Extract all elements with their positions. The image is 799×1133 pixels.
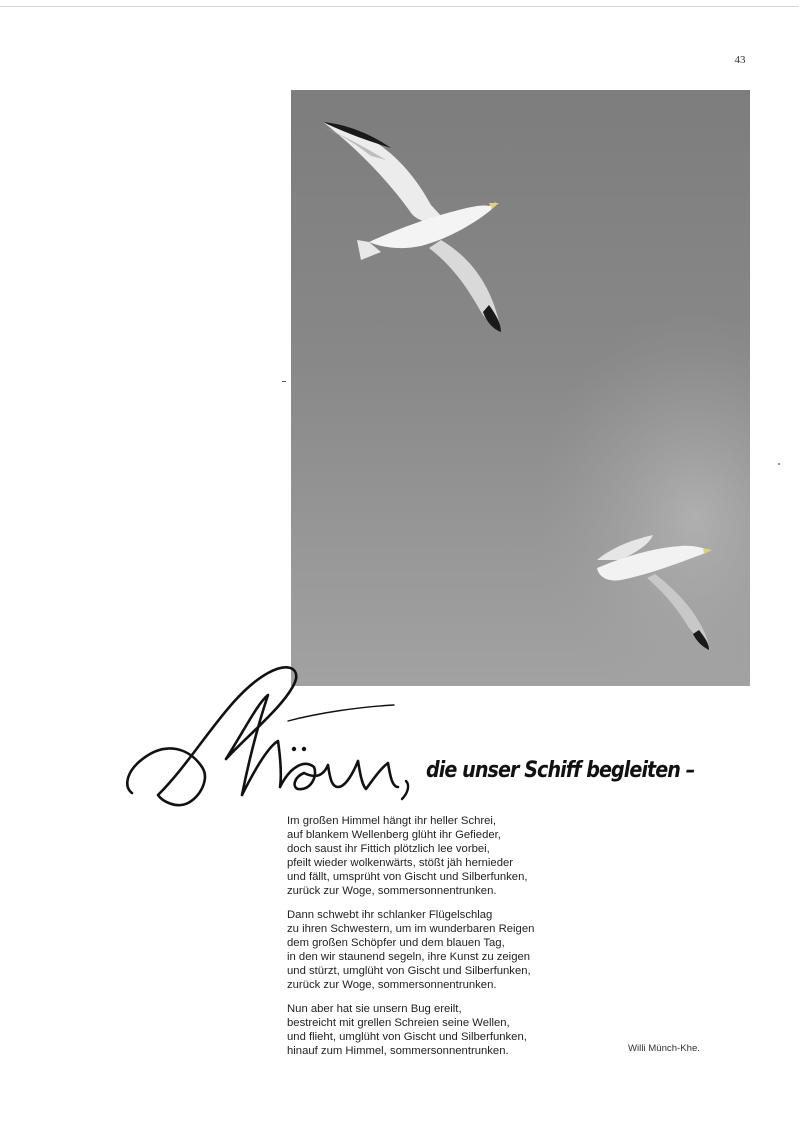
poem — [287, 814, 597, 1068]
poem-line: Nun aber hat sie unsern Bug ereilt, — [287, 1003, 462, 1015]
poem-line: Im großen Himmel hängt ihr heller Schrei, — [287, 815, 497, 827]
poem-line: zu ihren Schwestern, um im wunderbaren Reigen — [287, 923, 535, 935]
poem-line: dem großen Schöpfer und dem blauen Tag, — [287, 937, 505, 949]
poem-line: und flieht, umglüht von Gischt und Silberfunken, — [287, 1031, 527, 1043]
poem-line: doch saust ihr Fittich plötzlich lee vorbei, — [287, 843, 490, 855]
title-script-word — [118, 655, 418, 815]
poem-line: auf blankem Wellenberg glüht ihr Gefieder, — [287, 829, 501, 841]
poem-line: pfeilt wieder wolkenwärts, stößt jäh hernieder — [287, 857, 514, 869]
page-top-edge — [0, 6, 799, 7]
seagulls-photo — [291, 90, 750, 686]
poem-line: in den wir staunend segeln, ihre Kunst zu zeigen — [287, 951, 531, 963]
page-number: 43 — [734, 54, 746, 66]
poem-line: und stürzt, umglüht von Gischt und Silberfunken, — [287, 965, 531, 977]
poem-stanza — [287, 814, 597, 898]
poem-line: hinauf zum Himmel, sommersonnentrunken. — [287, 1045, 509, 1057]
seagulls-in-flight-photo — [291, 90, 750, 686]
margin-mark — [282, 381, 286, 382]
title-subtitle: die unser Schiff begleiten – — [426, 757, 695, 783]
margin-mark — [778, 463, 780, 465]
poem-stanza — [287, 908, 597, 992]
poem-line: und fällt, umsprüht von Gischt und Silberfunken, — [287, 871, 528, 883]
poem-stanza — [287, 1002, 597, 1058]
poem-line: Dann schwebt ihr schlanker Flügelschlag — [287, 909, 493, 921]
poem-line: bestreicht mit grellen Schreien seine Wellen, — [287, 1017, 510, 1029]
poem-line: zurück zur Woge, sommersonnentrunken. — [287, 885, 497, 897]
author-credit: Willi Münch-Khe. — [628, 1043, 700, 1054]
poem-line: zurück zur Woge, sommersonnentrunken. — [287, 979, 497, 991]
